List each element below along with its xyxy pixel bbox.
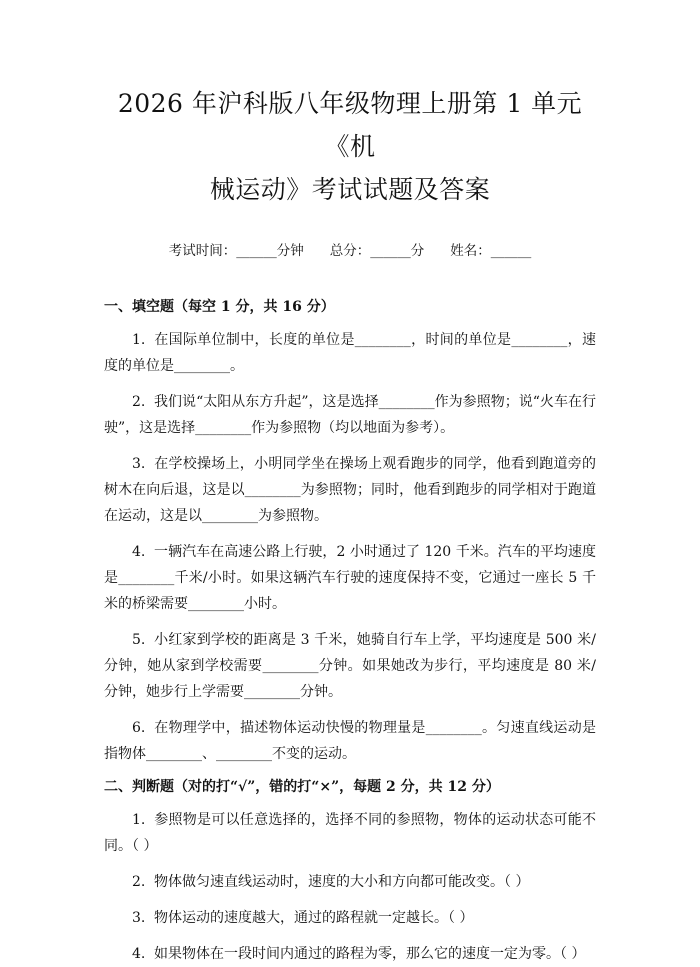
exam-meta bbox=[104, 241, 596, 261]
name-field: 姓名：______ bbox=[450, 243, 532, 259]
question-text: 物体运动的速度越大，通过的路程就一定越长。（ ） bbox=[154, 910, 474, 926]
judge-question bbox=[104, 905, 596, 931]
question-text: 在物理学中，描述物体运动快慢的物理量是________。匀速直线运动是指物体________、________不变的运动。 bbox=[104, 720, 596, 762]
fill-question bbox=[104, 715, 596, 767]
judge-question bbox=[104, 941, 596, 967]
fill-question bbox=[104, 627, 596, 705]
exam-time-field: 考试时间：______分钟 bbox=[168, 243, 304, 259]
total-score-field: 总分：______分 bbox=[329, 243, 425, 259]
question-number: 6. bbox=[132, 720, 146, 736]
title-line-2: 械运动》考试试题及答案 bbox=[209, 175, 491, 204]
judge-question bbox=[104, 807, 596, 859]
document-title bbox=[104, 0, 596, 211]
fill-question bbox=[104, 451, 596, 529]
fill-question bbox=[104, 389, 596, 441]
question-number: 4. bbox=[132, 946, 146, 962]
question-number: 2. bbox=[132, 874, 146, 890]
question-text: 一辆汽车在高速公路上行驶，2 小时通过了 120 千米。汽车的平均速度是________千米/小时。如果这辆汽车行驶的速度保持不变，它通过一座长 5 千米的桥梁需要________小时。 bbox=[104, 544, 596, 612]
question-text: 在学校操场上，小明同学坐在操场上观看跑步的同学，他看到跑道旁的树木在向后退，这是以________为参照物；同时，他看到跑步的同学相对于跑道在运动，这是以________为参照物。 bbox=[104, 456, 596, 524]
question-number: 5. bbox=[132, 632, 146, 648]
question-text: 小红家到学校的距离是 3 千米，她骑自行车上学，平均速度是 500 米/分钟，她从家到学校需要________分钟。如果她改为步行，平均速度是 80 米/分钟，她步行上学需要________分钟。 bbox=[104, 632, 596, 700]
question-number: 2. bbox=[132, 394, 146, 410]
question-number: 3. bbox=[132, 910, 146, 926]
judge-question bbox=[104, 869, 596, 895]
question-text: 参照物是可以任意选择的，选择不同的参照物，物体的运动状态可能不同。（ ） bbox=[104, 812, 596, 854]
section-2-heading: 二、判断题（对的打“√”，错的打“×”，每题 2 分，共 12 分） bbox=[104, 779, 500, 795]
title-line-1: 2026 年沪科版八年级物理上册第 1 单元《机 bbox=[117, 89, 583, 161]
section-1-heading: 一、填空题（每空 1 分，共 16 分） bbox=[104, 299, 335, 315]
question-number: 3. bbox=[132, 456, 146, 472]
question-number: 1. bbox=[132, 332, 146, 348]
question-text: 物体做匀速直线运动时，速度的大小和方向都可能改变。（ ） bbox=[154, 874, 530, 890]
fill-question bbox=[104, 539, 596, 617]
question-number: 1. bbox=[132, 812, 146, 828]
question-number: 4. bbox=[132, 544, 146, 560]
question-text: 我们说“太阳从东方升起”，这是选择________作为参照物；说“火车在行驶”，这是选择________作为参照物（均以地面为参考）。 bbox=[104, 394, 596, 436]
fill-question bbox=[104, 327, 596, 379]
question-text: 如果物体在一段时间内通过的路程为零，那么它的速度一定为零。（ ） bbox=[154, 946, 586, 962]
question-text: 在国际单位制中，长度的单位是________，时间的单位是________，速度的单位是________。 bbox=[104, 332, 596, 374]
